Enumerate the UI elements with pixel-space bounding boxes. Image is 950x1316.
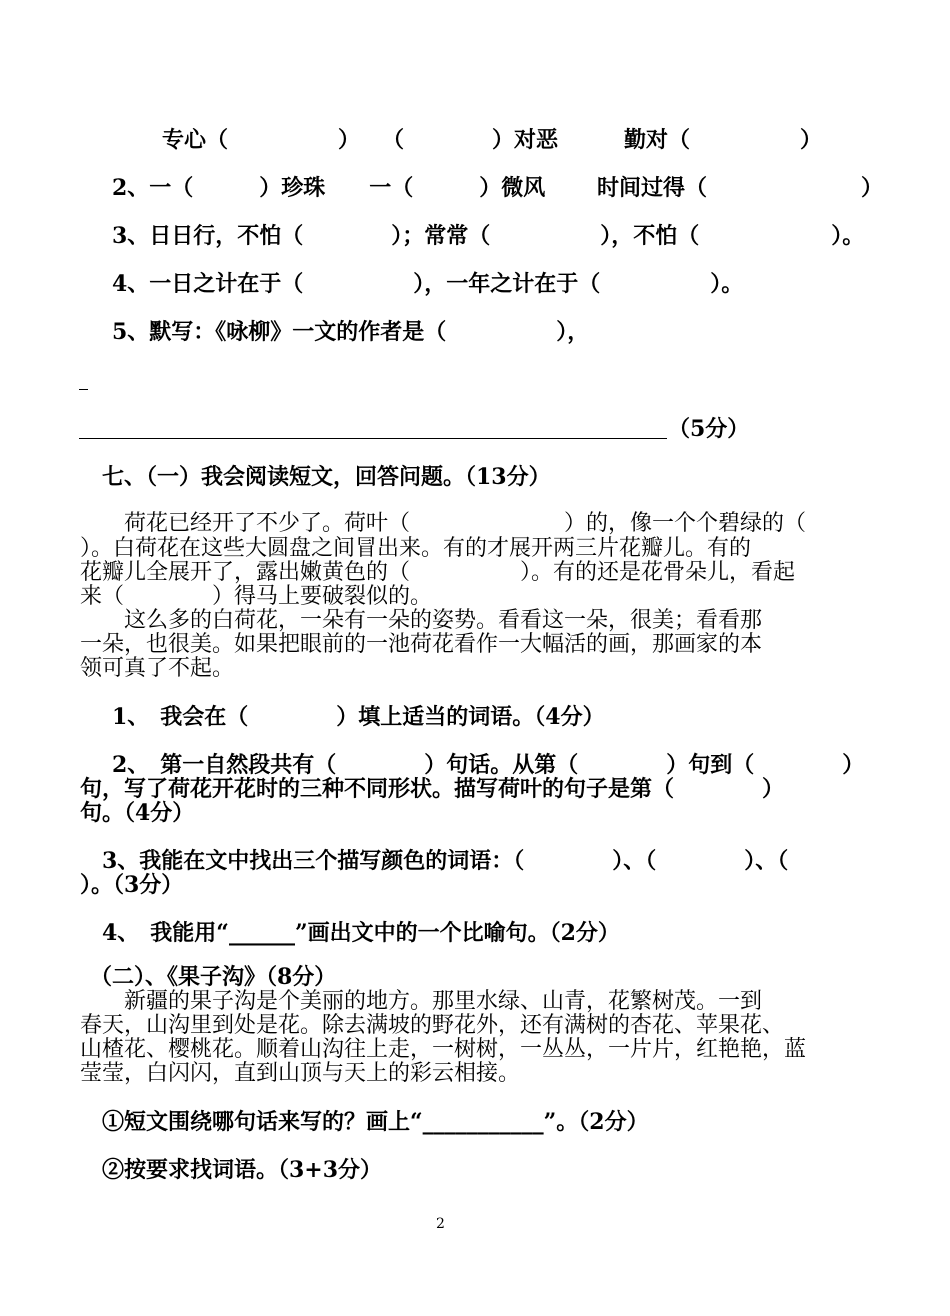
- passage-1-line-2: ）。白荷花在这些大圆盘之间冒出来。有的才展开两三片花瓣儿。有的: [80, 536, 752, 561]
- fill-blank-line-5: 5、默写：《咏柳》一文的作者是（ ），: [112, 319, 590, 345]
- fill-blank-line-3: 3、日日行，不怕（ ）；常常（ ），不怕（ ）。: [112, 223, 865, 249]
- passage-1-line-5: 这么多的白荷花，一朵有一朵的姿势。看看这一朵，很美；看看那: [80, 608, 763, 633]
- question-2-line-2: 句，写了荷花开花时的三种不同形状。描写荷叶的句子是第（ ）: [80, 776, 785, 802]
- fill-blank-line-1: 专心（ ） （ ）对恶 勤对（ ）: [162, 127, 823, 153]
- fill-blank-line-4: 4、一日之计在于（ ），一年之计在于（ ）。: [112, 271, 744, 297]
- passage-1-line-4: 来（ ）得马上要破裂似的。: [80, 584, 433, 609]
- passage-2-line-1: 新疆的果子沟是个美丽的地方。那里水绿、山青，花繁树茂。一到: [80, 989, 763, 1014]
- answer-line: [79, 438, 667, 439]
- question-1: 1、 我会在（ ）填上适当的词语。（4分）: [112, 704, 605, 730]
- answer-dash: [79, 389, 88, 390]
- fill-blank-line-2: 2、一（ ）珍珠 一（ ）微风 时间过得（ ）: [112, 175, 883, 201]
- answer-score: （5分）: [668, 416, 750, 442]
- question-3-line-1: 3、我能在文中找出三个描写颜色的词语：（ ）、（ ）、（: [102, 848, 789, 874]
- passage-2-line-2: 春天，山沟里到处是花。除去满坡的野花外，还有满树的杏花、苹果花、: [80, 1013, 785, 1038]
- passage-1-line-7: 领可真了不起。: [80, 656, 235, 681]
- passage-1-line-1: 荷花已经开了不少了。荷叶（ ）的，像一个个碧绿的（: [80, 511, 807, 536]
- passage-2-line-3: 山楂花、樱桃花。顺着山沟往上走，一树树，一丛丛，一片片，红艳艳，蓝: [80, 1037, 807, 1062]
- passage-1-line-6: 一朵，也很美。如果把眼前的一池荷花看作一大幅活的画，那画家的本: [80, 632, 763, 657]
- passage-1-line-3: 花瓣儿全展开了，露出嫩黄色的（ ）。有的还是花骨朵儿，看起: [80, 560, 796, 585]
- question-2-line-1: 2、 第一自然段共有（ ）句话。从第（ ）句到（ ）: [112, 752, 865, 778]
- page-number: 2: [436, 1216, 445, 1232]
- question-2-2: ②按要求找词语。（3+3分）: [102, 1157, 383, 1183]
- question-2-1: ①短文围绕哪句话来写的？画上“___________”。（2分）: [102, 1109, 649, 1135]
- question-2-line-3: 句。（4分）: [80, 800, 195, 826]
- passage-2-line-4: 莹莹，白闪闪，直到山顶与天上的彩云相接。: [80, 1061, 521, 1086]
- section-7-heading: 七、（一）我会阅读短文，回答问题。（13分）: [102, 464, 551, 490]
- question-4: 4、 我能用“______”画出文中的一个比喻句。（2分）: [102, 920, 620, 946]
- question-3-line-2: ）。（3分）: [80, 872, 184, 898]
- section-7-2-heading: （二）、《果子沟》（8分）: [90, 964, 337, 990]
